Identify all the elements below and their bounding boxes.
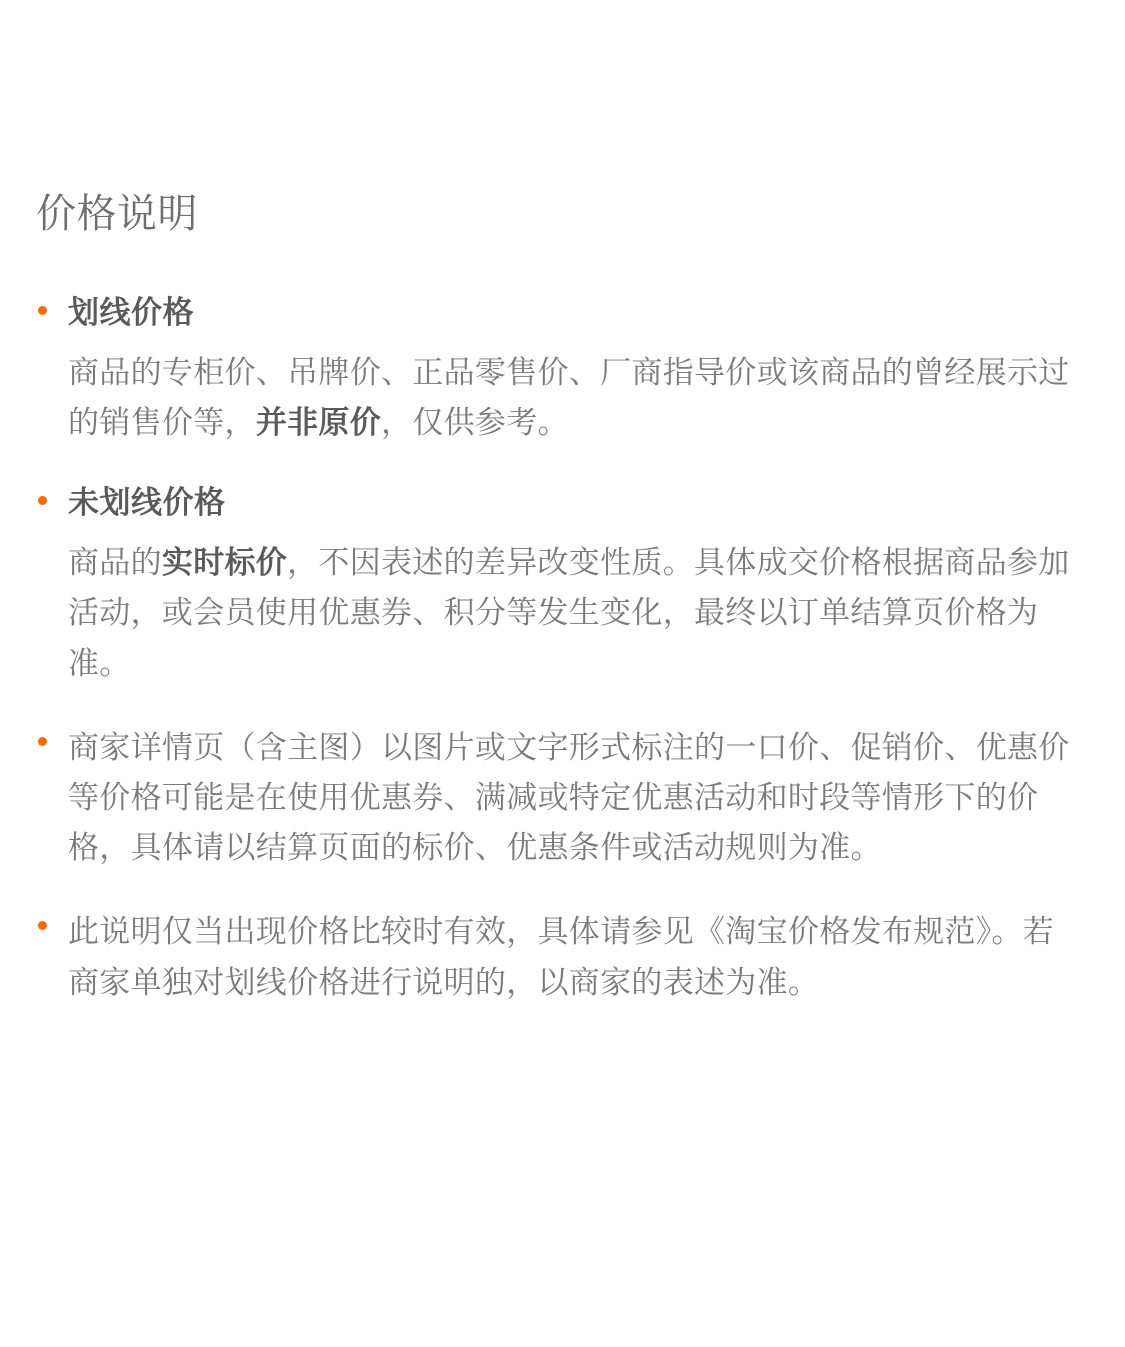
bullet-icon <box>38 306 47 315</box>
list-item <box>36 907 1077 1007</box>
list-item-body <box>68 538 1077 689</box>
bullet-icon <box>38 496 47 505</box>
list-item-body <box>68 348 1077 448</box>
body-text-strong: 并非原价 <box>255 405 382 441</box>
list-item <box>36 292 1077 448</box>
list-item <box>36 482 1077 689</box>
list-item-body: 此说明仅当出现价格比较时有效，具体请参见《淘宝价格发布规范》。若商家单独对划线价格进行说明的，以商家的表述为准。 <box>68 914 1055 1000</box>
body-text-suffix: ，仅供参考。 <box>381 405 569 441</box>
bullet-icon <box>38 921 47 930</box>
list-item-body: 商家详情页（含主图）以图片或文字形式标注的一口价、促销价、优惠价等价格可能是在使用优惠券、满减或特定优惠活动和时段等情形下的价格，具体请以结算页面的标价、优惠条件或活动规则为准。 <box>68 729 1070 866</box>
price-rules-list <box>36 292 1077 1008</box>
bullet-icon <box>38 737 47 746</box>
body-text-prefix: 商品的 <box>68 545 162 581</box>
body-text-strong: 实时标价 <box>161 545 288 581</box>
list-item-heading: 划线价格 <box>68 295 194 330</box>
list-item-heading: 未划线价格 <box>68 485 226 521</box>
body-text-prefix: 商品的专柜价、吊牌价、正品零售价、厂商指导价或该商品的曾经展示过的销售价等， <box>68 354 1070 441</box>
list-item <box>36 723 1077 874</box>
page-title: 价格说明 <box>36 192 198 236</box>
body-text-suffix: ，不因表述的差异改变性质。具体成交价格根据商品参加活动，或会员使用优惠券、积分等发生变化，最终以订单结算页价格为准。 <box>68 545 1070 681</box>
